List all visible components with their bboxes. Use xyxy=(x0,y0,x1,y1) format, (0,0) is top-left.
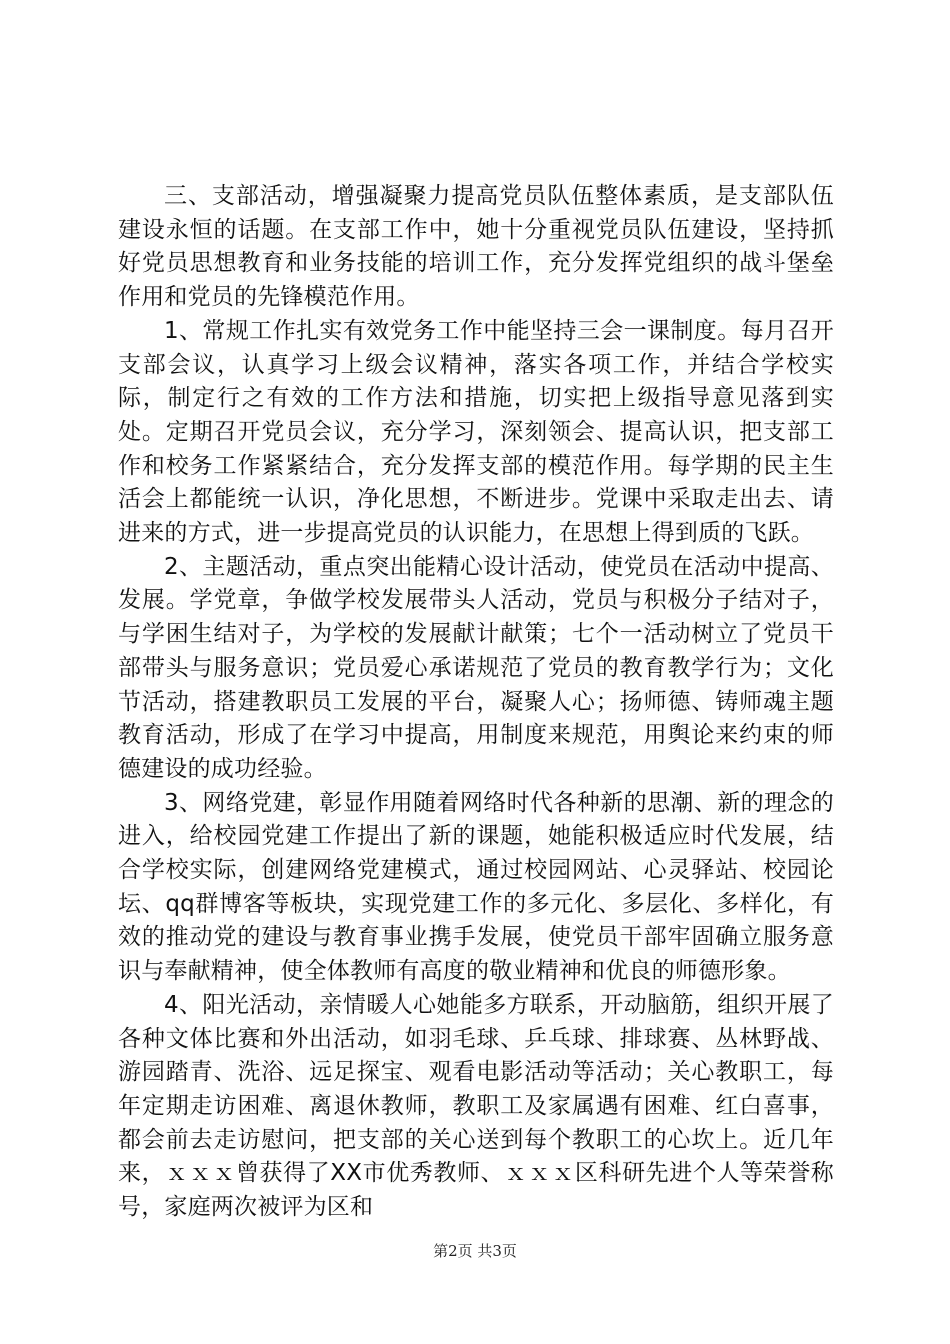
document-body xyxy=(118,180,834,1225)
page-number-footer: 第2页 共3页 xyxy=(433,1242,517,1260)
paragraph-sunshine-activities: 4、阳光活动，亲情暖人心她能多方联系，开动脑筋，组织开展了各种文体比赛和外出活动，如羽毛球、乒乓球、排球赛、丛林野战、游园踏青、洗浴、远足探宝、观看电影活动等活动；关心教职工，每年定期走访困难、离退休教师，教职工及家属遇有困难、红白喜事，都会前去走访慰问，把支部的关心送到每个教职工的心坎上。近几年来，ｘｘｘ曾获得了XX市优秀教师、ｘｘｘ区科研先进个人等荣誉称号，家庭两次被评为区和 xyxy=(118,991,834,1221)
paragraph-network-party-building: 3、网络党建，彰显作用随着网络时代各种新的思潮、新的理念的进入，给校园党建工作提出了新的课题，她能积极适应时代发展，结合学校实际，创建网络党建模式，通过校园网站、心灵驿站、校园论坛、qq群博客等板块，实现党建工作的多元化、多层化、多样化，有效的推动党的建设与教育事业携手发展，使党员干部牢固确立服务意识与奉献精神，使全体教师有高度的敬业精神和优良的师德形象。 xyxy=(118,789,834,985)
paragraph-branch-activities: 三、支部活动，增强凝聚力提高党员队伍整体素质，是支部队伍建设永恒的话题。在支部工作中，她十分重视党员队伍建设，坚持抓好党员思想教育和业务技能的培训工作，充分发挥党组织的战斗堡垒作用和党员的先锋模范作用。 xyxy=(118,183,834,311)
paragraph-theme-activities: 2、主题活动，重点突出能精心设计活动，使党员在活动中提高、发展。学党章，争做学校发展带头人活动，党员与积极分子结对子，与学困生结对子，为学校的发展献计献策；七个一活动树立了党员干部带头与服务意识；党员爱心承诺规范了党员的教育教学行为；文化节活动，搭建教职员工发展的平台，凝聚人心；扬师德、铸师魂主题教育活动，形成了在学习中提高，用制度来规范，用舆论来约束的师德建设的成功经验。 xyxy=(118,553,834,782)
paragraph-routine-work: 1、常规工作扎实有效党务工作中能坚持三会一课制度。每月召开支部会议，认真学习上级会议精神，落实各项工作，并结合学校实际，制定行之有效的工作方法和措施，切实把上级指导意见落到实处。定期召开党员会议，充分学习，深刻领会、提高认识，把支部工作和校务工作紧紧结合，充分发挥支部的模范作用。每学期的民主生活会上都能统一认识，净化思想，不断进步。党课中采取走出去、请进来的方式，进一步提高党员的认识能力，在思想上得到质的飞跃。 xyxy=(118,317,834,547)
